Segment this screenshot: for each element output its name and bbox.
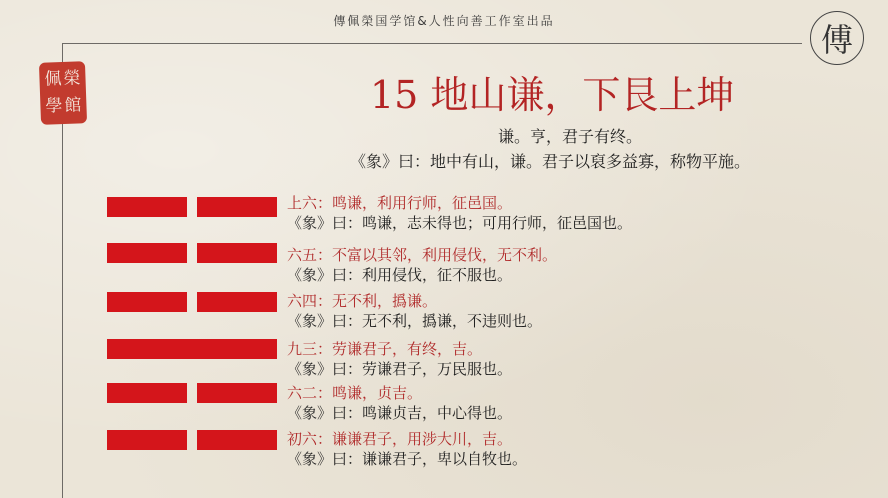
frame-top-border bbox=[62, 43, 802, 44]
yao-bar-left bbox=[107, 292, 187, 312]
line-xiang: 《象》曰：利用侵伐，征不服也。 bbox=[287, 266, 513, 284]
line-text: 九三：劳谦君子，有终，吉。 bbox=[287, 340, 483, 358]
line-text: 上六：鸣谦，利用行师，征邑国。 bbox=[287, 194, 513, 212]
line-text: 六四：无不利，撝谦。 bbox=[287, 292, 438, 310]
yao-bar-right bbox=[197, 292, 277, 312]
yao-bar-right bbox=[197, 383, 277, 403]
hexagram-title: 15 地山谦，下艮上坤 bbox=[370, 73, 735, 117]
line-xiang: 《象》曰：谦谦君子，卑以自牧也。 bbox=[287, 450, 528, 468]
line-text: 六五：不富以其邻，利用侵伐，无不利。 bbox=[287, 246, 558, 264]
seal-char: 榮 bbox=[63, 68, 81, 89]
yao-bar-left bbox=[107, 197, 187, 217]
yao-bar-right bbox=[197, 243, 277, 263]
seal-char: 館 bbox=[64, 95, 82, 116]
judgment-text: 谦。亨，君子有终。 bbox=[497, 127, 642, 146]
seal-stamp bbox=[39, 61, 87, 125]
line-text: 六二：鸣谦，贞吉。 bbox=[287, 384, 423, 402]
yao-bar-solid bbox=[107, 339, 277, 359]
yao-bar-left bbox=[107, 383, 187, 403]
line-xiang: 《象》曰：无不利，撝谦，不违则也。 bbox=[287, 312, 543, 330]
yao-bar-right bbox=[197, 197, 277, 217]
yao-bar-left bbox=[107, 243, 187, 263]
header-credit: 傳佩榮国学馆&人性向善工作室出品 bbox=[333, 14, 555, 28]
image-commentary: 《象》曰：地中有山，谦。君子以裒多益寡，称物平施。 bbox=[349, 152, 750, 171]
yao-bar-right bbox=[197, 430, 277, 450]
line-xiang: 《象》曰：劳谦君子，万民服也。 bbox=[287, 360, 513, 378]
logo-emblem bbox=[810, 11, 864, 65]
logo-char: 傅 bbox=[820, 21, 853, 59]
line-xiang: 《象》曰：鸣谦贞吉，中心得也。 bbox=[287, 404, 513, 422]
line-xiang: 《象》曰：鸣谦，志未得也；可用行师，征邑国也。 bbox=[287, 214, 633, 232]
seal-char: 佩 bbox=[44, 69, 62, 90]
yao-bar-left bbox=[107, 430, 187, 450]
line-text: 初六：谦谦君子，用涉大川，吉。 bbox=[287, 430, 513, 448]
seal-char: 學 bbox=[45, 96, 63, 117]
